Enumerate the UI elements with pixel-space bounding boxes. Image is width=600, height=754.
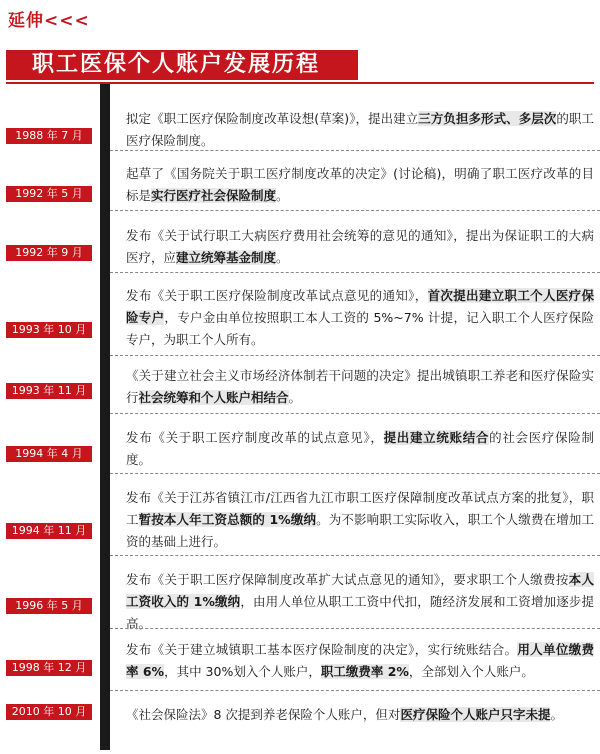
event-date-badge: 1993 年 10 月 [6, 322, 92, 338]
event-divider [110, 473, 600, 474]
event-divider [110, 150, 600, 151]
event-description [126, 225, 594, 269]
highlighted-phrase: 职工缴费率 2% [320, 664, 409, 679]
event-description [126, 427, 594, 471]
event-date-badge: 1992 年 5 月 [6, 186, 92, 202]
event-description [126, 487, 594, 553]
event-divider [110, 355, 600, 356]
highlighted-phrase: 暂按本人年工资总额的 1%缴纳 [138, 512, 317, 527]
event-description [126, 285, 594, 351]
text-segment: 发布《关于职工医疗制度改革的试点意见》， [126, 430, 384, 445]
text-segment: ，专户金由单位按照职工本人工资的 5%~7% 计提，记入职工个人医疗保险专户，为职工个人所有。 [126, 310, 594, 347]
highlighted-phrase: 提出建立统账结合 [383, 430, 490, 445]
highlighted-phrase: 三方负担多形式、多层次 [418, 111, 557, 126]
timeline-bar [100, 84, 110, 750]
event-date-badge: 1994 年 4 月 [6, 446, 92, 462]
text-segment: 发布《关于江苏省镇江市/江西省九江市职工医疗保障制度改革试点方案的批复》，职工 [126, 490, 594, 527]
text-segment: 。 [550, 707, 563, 722]
text-segment: 。 [288, 390, 302, 405]
event-description [126, 639, 594, 683]
event-description [126, 704, 594, 726]
highlighted-phrase: 首次提出建立职工个人医疗保险专户 [126, 288, 594, 325]
event-divider [110, 628, 600, 629]
event-description [126, 569, 594, 635]
text-segment: 的职工医疗保险制度。 [126, 111, 594, 148]
event-date-badge: 1994 年 11 月 [6, 523, 92, 539]
highlighted-phrase: 本人工资收入的 1%缴纳 [126, 572, 594, 609]
highlighted-phrase: 建立统筹基金制度 [176, 250, 277, 265]
event-description [126, 365, 594, 409]
event-divider [110, 555, 600, 556]
text-segment: ，全部划入个人账户。 [408, 664, 534, 679]
text-segment: 。 [276, 188, 289, 203]
event-date-badge: 1993 年 11 月 [6, 383, 92, 399]
event-date-badge: 1996 年 5 月 [6, 598, 92, 614]
highlighted-phrase: 用人单位缴费率 6% [126, 642, 594, 679]
event-divider [110, 690, 600, 691]
text-segment: 发布《关于职工医疗保险制度改革试点意见的通知》， [126, 288, 428, 303]
text-segment: 。 [276, 250, 289, 265]
text-segment: ，其中 30%划入个人账户， [164, 664, 321, 679]
text-segment: ，由用人单位从职工工资中代扣，随经济发展和工资增加逐步提高。 [126, 594, 594, 631]
title-divider [6, 82, 594, 84]
text-segment: 《关于建立社会主义市场经济体制若干问题的决定》提出城镇职工养老和医疗保险实行 [126, 368, 594, 405]
text-segment: 发布《关于职工医疗保障制度改革扩大试点意见的通知》，要求职工个人缴费按 [126, 572, 569, 587]
text-segment: 。为不影响职工实际收入，职工个人缴费在增加工资的基础上进行。 [126, 512, 594, 549]
event-date-badge: 1992 年 9 月 [6, 245, 92, 261]
event-divider [110, 272, 600, 273]
highlighted-phrase: 社会统筹和个人账户相结合 [138, 390, 289, 405]
text-segment: 发布《关于试行职工大病医疗费用社会统筹的意见的通知》，提出为保证职工的大病医疗，应 [126, 228, 594, 265]
event-date-badge: 1998 年 12 月 [6, 660, 92, 676]
event-divider [110, 413, 600, 414]
text-segment: 拟定《职工医疗保险制度改革设想(草案)》，提出建立 [126, 111, 419, 126]
event-description [126, 108, 594, 152]
event-date-badge: 1988 年 7 月 [6, 128, 92, 144]
highlighted-phrase: 实行医疗社会保险制度 [151, 188, 277, 203]
highlighted-phrase: 医疗保险个人账户只字未提 [400, 707, 551, 722]
text-segment: 起草了《国务院关于职工医疗制度改革的决定》(讨论稿)，明确了职工医疗改革的目标是 [126, 166, 594, 203]
event-description [126, 163, 594, 207]
section-tag: 延伸<<< [8, 11, 90, 31]
event-divider [110, 210, 600, 211]
page-title: 职工医保个人账户发展历程 [6, 50, 358, 80]
text-segment: 《社会保险法》8 次提到养老保险个人账户，但对 [126, 707, 401, 722]
text-segment: 发布《关于建立城镇职工基本医疗保险制度的决定》，实行统账结合。 [126, 642, 518, 657]
text-segment: 的社会医疗保险制度。 [126, 430, 594, 467]
event-date-badge: 2010 年 10 月 [6, 704, 92, 720]
